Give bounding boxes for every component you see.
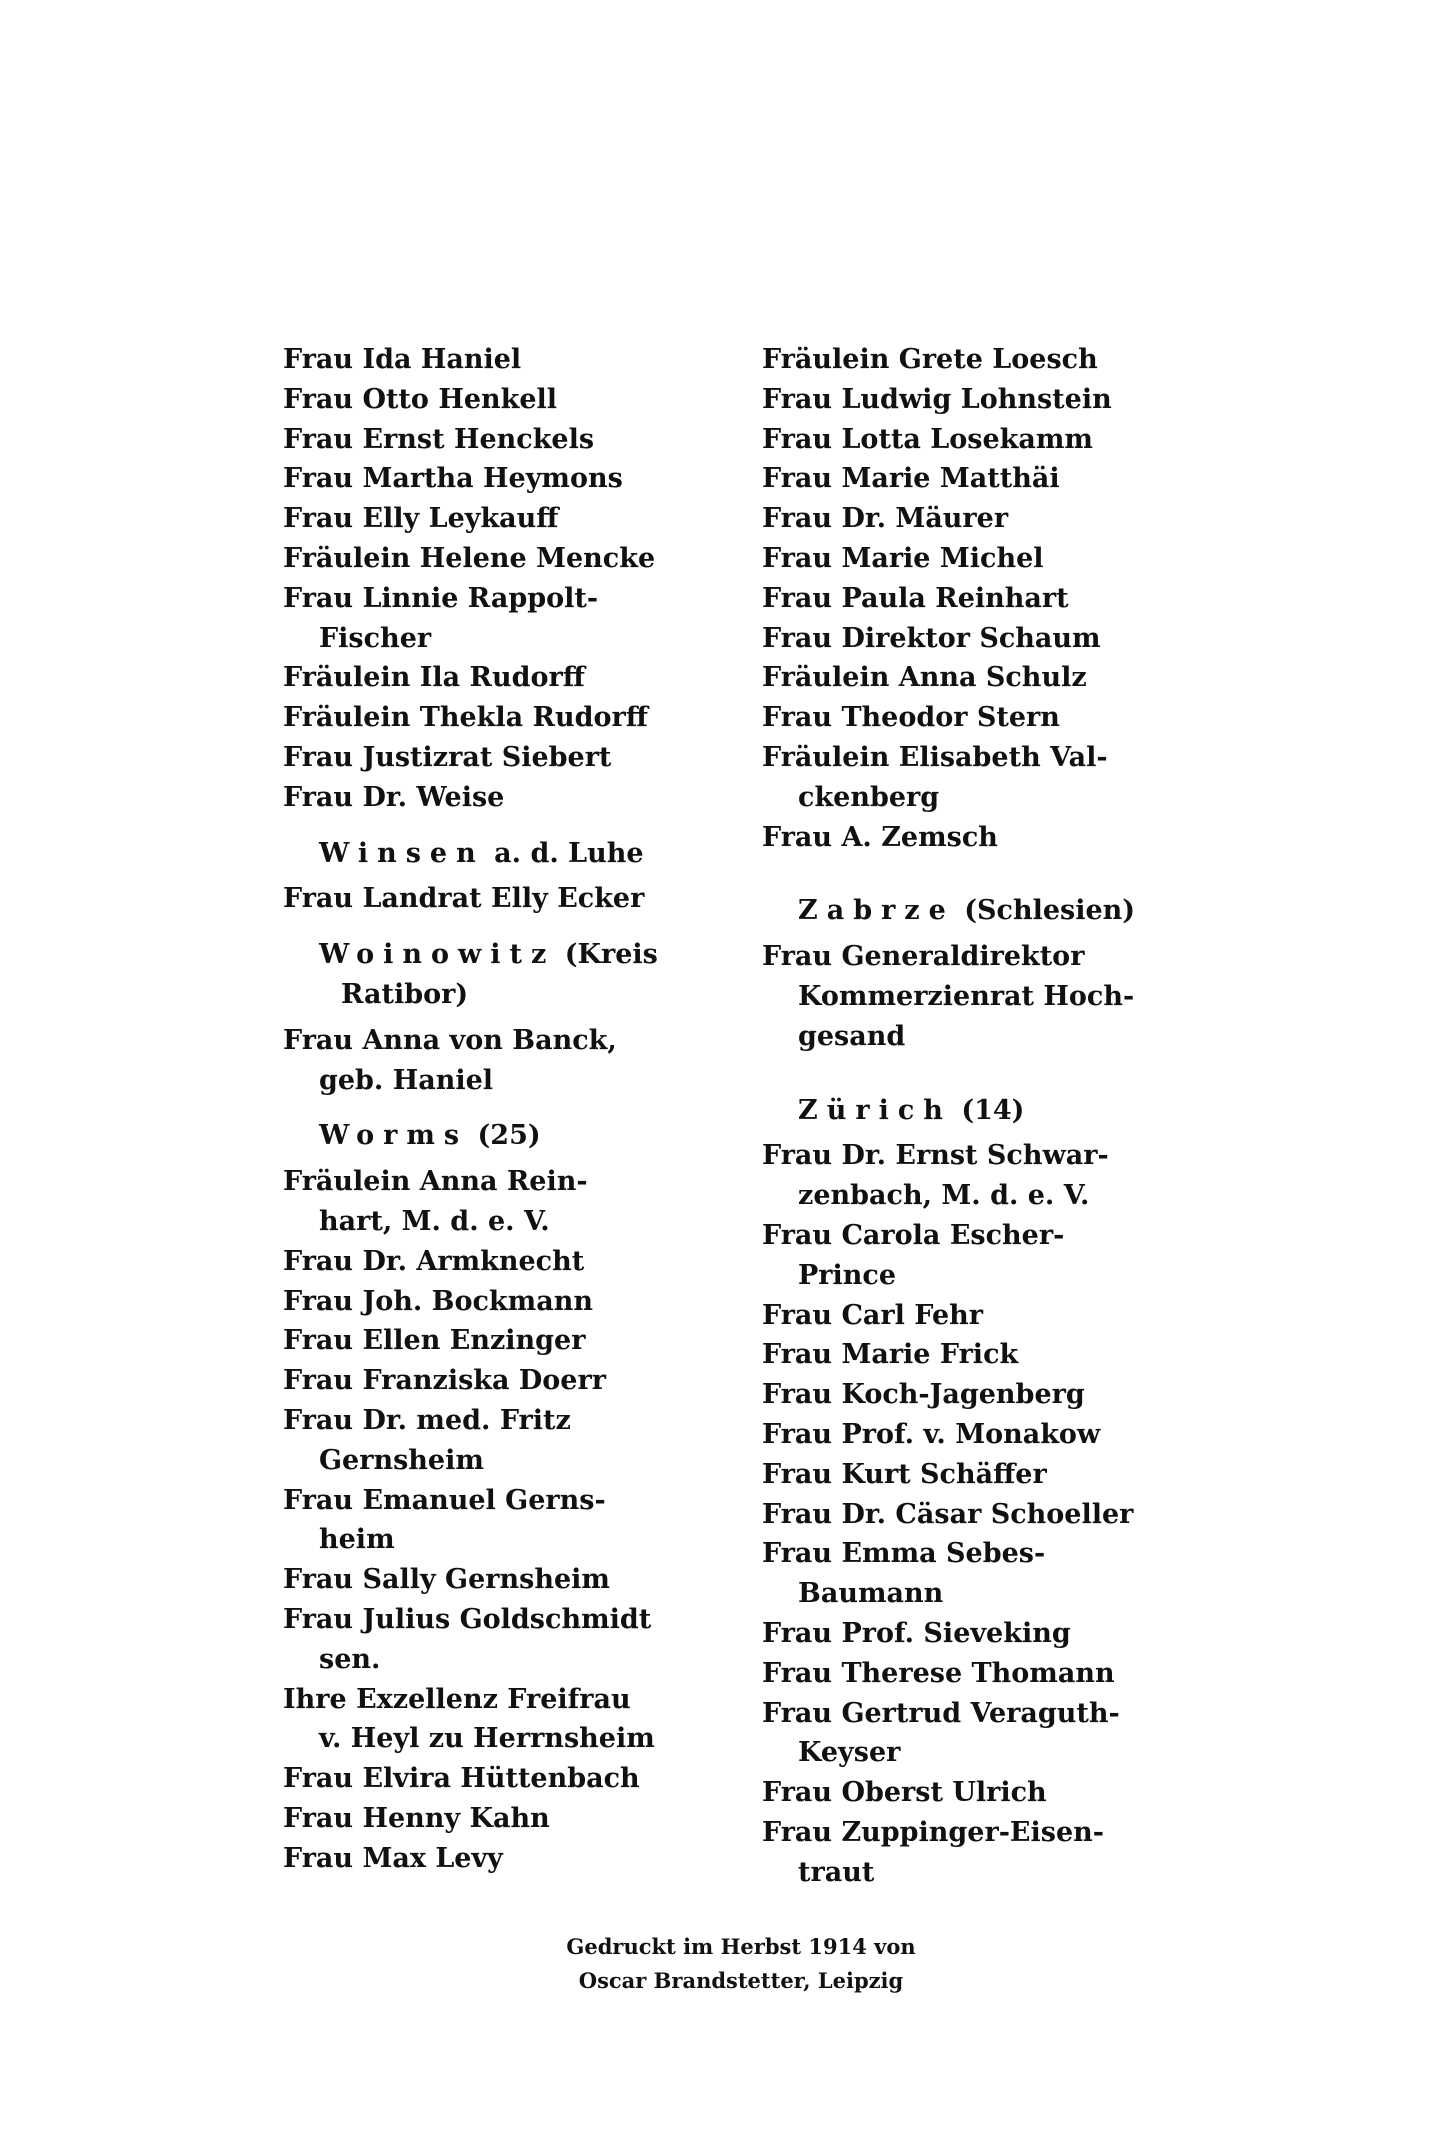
member-entry (283, 1560, 723, 1600)
member-entry (283, 579, 723, 659)
member-entry (283, 499, 723, 539)
member-entry (762, 1694, 1202, 1774)
entry-line: Fräulein Grete Loesch (762, 344, 1098, 375)
entry-line: Frau A. Zemsch (762, 821, 998, 853)
member-entry (762, 420, 1202, 460)
member-entry (283, 1361, 723, 1401)
entry-line: Frau Gertrud Veraguth- (762, 1697, 1120, 1729)
entry-line: Frau Generaldirektor (762, 941, 1085, 973)
entry-line: Frau Lotta Losekamm (762, 423, 1093, 455)
entry-line: Frau Koch-Jagenberg (762, 1379, 1085, 1411)
entry-line: Frau Ludwig Lohnstein (762, 383, 1112, 415)
entry-continuation: Fischer (319, 622, 432, 654)
entry-line: Frau Kurt Schäffer (762, 1458, 1047, 1490)
town-heading (283, 935, 723, 1015)
entry-continuation: Kommerzienrat Hoch- (798, 980, 1135, 1012)
entry-line: Fräulein Ila Rudorff (283, 662, 585, 694)
entry-continuation: traut (798, 1856, 875, 1888)
town-section (283, 1116, 723, 1878)
town-section (762, 1091, 1202, 1893)
entry-line: Frau Prof. Sieveking (762, 1617, 1071, 1649)
member-entry (762, 738, 1202, 818)
heading-line (283, 935, 723, 975)
member-entry (762, 1534, 1202, 1614)
member-entry (283, 879, 723, 919)
heading-line (762, 891, 1202, 931)
member-entry (762, 1813, 1202, 1893)
town-heading (762, 891, 1202, 931)
member-entry (762, 658, 1202, 698)
entry-line: Frau Henny Kahn (283, 1802, 550, 1834)
member-entry (762, 579, 1202, 619)
entry-line: Frau Dr. Ernst Schwar- (762, 1140, 1109, 1172)
entry-line: Frau Dr. Cäsar Schoeller (762, 1498, 1134, 1530)
entry-line: Fräulein Thekla Rudorff (283, 702, 648, 734)
member-entry (283, 420, 723, 460)
entry-continuation: geb. Haniel (319, 1064, 494, 1096)
entry-line: Frau Ellen Enzinger (283, 1325, 586, 1357)
member-entry (762, 1216, 1202, 1296)
town-section (283, 935, 723, 1100)
entry-line: Fräulein Anna Schulz (762, 662, 1087, 694)
heading-line (762, 1091, 1202, 1131)
member-entry (283, 1680, 723, 1760)
entry-line: Frau Ida Haniel (283, 344, 522, 375)
entry-line: Frau Therese Thomann (762, 1657, 1115, 1689)
entry-line: Frau Ernst Henckels (283, 423, 595, 455)
member-entry (283, 1021, 723, 1101)
member-entry (762, 1136, 1202, 1216)
town-name: Worms (319, 1120, 469, 1152)
heading-continuation: Ratibor) (341, 978, 469, 1010)
colophon-line: Gedruckt im Herbst 1914 von (566, 1934, 916, 1959)
town-name: Winsen (319, 837, 485, 869)
member-entry (762, 459, 1202, 499)
entry-line: Frau Direktor Schaum (762, 622, 1101, 654)
left-column (283, 340, 723, 1878)
member-entry (762, 818, 1202, 858)
entry-line: Fräulein Anna Rein- (283, 1166, 588, 1198)
entry-line: Frau Elvira Hüttenbach (283, 1763, 640, 1795)
entry-continuation: sen. (319, 1643, 381, 1675)
member-entry (283, 1321, 723, 1361)
member-entry (283, 1759, 723, 1799)
town-section (283, 340, 723, 818)
entry-line: Frau Emma Sebes- (762, 1538, 1046, 1570)
town-detail: (14) (961, 1094, 1025, 1126)
member-entry (283, 738, 723, 778)
member-entry (762, 1654, 1202, 1694)
town-heading (762, 1091, 1202, 1131)
town-name: Zürich (798, 1094, 952, 1126)
member-entry (283, 1282, 723, 1322)
entry-continuation: heim (319, 1524, 395, 1556)
member-entry (283, 1839, 723, 1879)
entry-continuation: Prince (798, 1259, 897, 1291)
heading-line (283, 834, 723, 874)
entry-continuation: hart, M. d. e. V. (319, 1205, 550, 1237)
entry-line: Frau Justizrat Siebert (283, 741, 612, 773)
member-entry (762, 499, 1202, 539)
town-detail: a. d. Luhe (494, 837, 644, 869)
member-entry (283, 698, 723, 738)
entry-line: Frau Zuppinger-Eisen- (762, 1816, 1104, 1848)
member-entry (762, 1415, 1202, 1455)
entry-line: Frau Emanuel Gerns- (283, 1484, 606, 1516)
town-heading (283, 1116, 723, 1156)
member-entry (283, 1799, 723, 1839)
entry-continuation: Baumann (798, 1578, 944, 1610)
member-entry (762, 1495, 1202, 1535)
entry-line: Frau Franziska Doerr (283, 1365, 606, 1397)
entry-line: Frau Landrat Elly Ecker (283, 883, 645, 915)
member-entry (762, 539, 1202, 579)
member-entry (283, 778, 723, 818)
town-section (762, 891, 1202, 1056)
member-entry (283, 380, 723, 420)
member-entry (762, 937, 1202, 1056)
entry-line: Frau Dr. Mäurer (762, 503, 1009, 535)
town-section (283, 834, 723, 920)
entry-line: Frau Marie Frick (762, 1339, 1019, 1371)
entry-line: Fräulein Elisabeth Val- (762, 741, 1108, 773)
member-entry (283, 1481, 723, 1561)
entry-line: Frau Marie Michel (762, 542, 1044, 574)
heading-line (283, 1116, 723, 1156)
member-entry (762, 619, 1202, 659)
entry-line: Frau Theodor Stern (762, 702, 1060, 734)
member-entry (762, 1614, 1202, 1654)
member-entry (762, 1455, 1202, 1495)
member-entry (762, 698, 1202, 738)
member-entry (283, 459, 723, 499)
printer-colophon (0, 1930, 1438, 1998)
town-heading (283, 834, 723, 874)
entry-line: Frau Max Levy (283, 1842, 503, 1874)
member-entry (283, 1401, 723, 1481)
member-entry (762, 1296, 1202, 1336)
town-detail: (Kreis (564, 939, 658, 971)
entry-line: Frau Joh. Bockmann (283, 1285, 593, 1317)
entry-line: Frau Elly Leykauff (283, 503, 559, 535)
entry-line: Frau Anna von Banck, (283, 1024, 617, 1056)
entry-line: Frau Prof. v. Monakow (762, 1418, 1101, 1450)
entry-line: Frau Julius Goldschmidt (283, 1603, 652, 1635)
town-name: Zabrze (798, 895, 955, 927)
entry-continuation: Keyser (798, 1737, 901, 1769)
entry-line: Frau Dr. Armknecht (283, 1245, 585, 1277)
entry-line: Frau Marie Matthäi (762, 463, 1060, 495)
member-entry (283, 658, 723, 698)
entry-continuation: v. Heyl zu Herrnsheim (319, 1723, 655, 1755)
entry-continuation: Gernsheim (319, 1444, 484, 1476)
right-column (762, 340, 1202, 1892)
entry-line: Fräulein Helene Mencke (283, 542, 656, 574)
town-detail: (25) (477, 1120, 541, 1152)
entry-line: Frau Otto Henkell (283, 383, 558, 415)
entry-line: Frau Oberst Ulrich (762, 1777, 1047, 1809)
entry-line: Frau Dr. med. Fritz (283, 1404, 571, 1436)
entry-continuation: zenbach, M. d. e. V. (798, 1180, 1090, 1212)
member-entry (762, 1375, 1202, 1415)
entry-line: Frau Linnie Rappolt- (283, 582, 599, 614)
entry-line: Ihre Exzellenz Freifrau (283, 1683, 631, 1715)
town-section (762, 340, 1202, 857)
town-detail: (Schlesien) (964, 895, 1136, 927)
member-entry (762, 340, 1202, 380)
member-entry (762, 1773, 1202, 1813)
entry-line: Frau Dr. Weise (283, 781, 505, 813)
member-entry (283, 340, 723, 380)
entry-line: Frau Carola Escher- (762, 1219, 1065, 1251)
colophon-line: Oscar Brandstetter, Leipzig (578, 1968, 904, 1993)
entry-line: Frau Martha Heymons (283, 463, 623, 495)
member-entry (283, 539, 723, 579)
entry-line: Frau Carl Fehr (762, 1299, 984, 1331)
entry-continuation: ckenberg (798, 781, 940, 813)
entry-line: Frau Paula Reinhart (762, 582, 1069, 614)
member-entry (762, 380, 1202, 420)
member-entry (283, 1162, 723, 1242)
town-name: Woinowitz (319, 939, 556, 971)
entry-line: Frau Sally Gernsheim (283, 1564, 610, 1596)
member-entry (762, 1335, 1202, 1375)
member-entry (283, 1242, 723, 1282)
entry-continuation: gesand (798, 1020, 906, 1052)
member-entry (283, 1600, 723, 1680)
